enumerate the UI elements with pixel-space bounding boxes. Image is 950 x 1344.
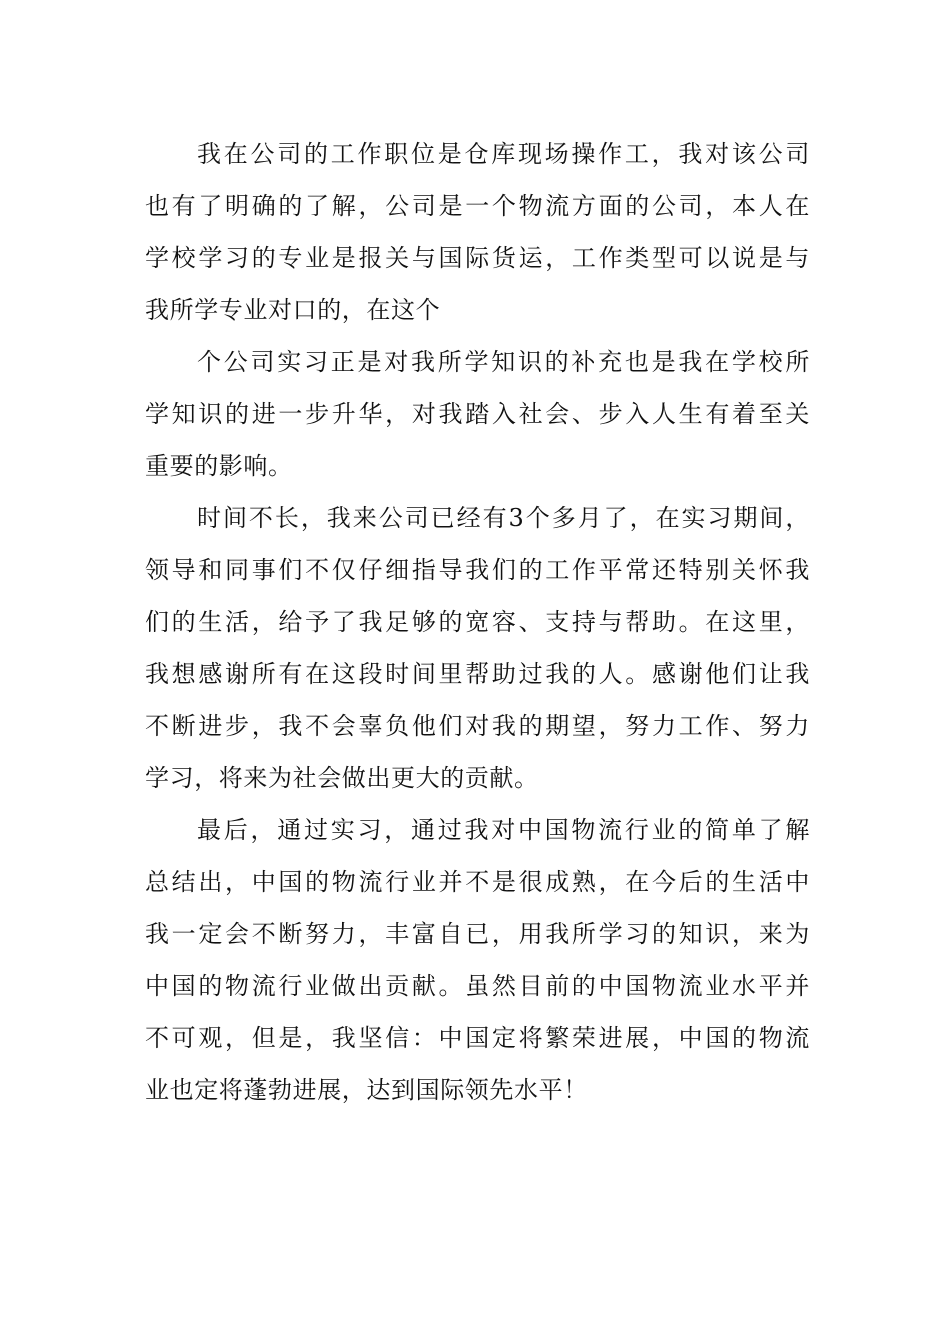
paragraph-line: 学知识的进一步升华，对我踏入社会、步入人生有着至关	[145, 400, 810, 428]
paragraph-line: 我一定会不断努力，丰富自已，用我所学习的知识，来为	[145, 920, 810, 948]
paragraph-line: 中国的物流行业做出贡献。虽然目前的中国物流业水平并	[145, 972, 810, 1000]
paragraph-line: 也有了明确的了解，公司是一个物流方面的公司，本人在	[145, 192, 810, 220]
document-body	[145, 128, 810, 1116]
paragraph-2	[145, 336, 810, 492]
paragraph-line: 时间不长，我来公司已经有3个多月了，在实习期间，	[197, 504, 810, 532]
paragraph-4	[145, 804, 810, 1116]
paragraph-line: 领导和同事们不仅仔细指导我们的工作平常还特别关怀我	[145, 556, 810, 584]
paragraph-1	[145, 128, 810, 336]
paragraph-line: 个公司实习正是对我所学知识的补充也是我在学校所	[197, 348, 810, 376]
paragraph-line: 业也定将蓬勃进展，达到国际领先水平！	[145, 1076, 588, 1104]
paragraph-line: 们的生活，给予了我足够的宽容、支持与帮助。在这里，	[145, 608, 810, 636]
paragraph-3	[145, 492, 810, 804]
paragraph-line: 重要的影响。	[145, 452, 293, 480]
paragraph-line: 总结出，中国的物流行业并不是很成熟，在今后的生活中	[145, 868, 810, 896]
paragraph-line: 不可观，但是，我坚信：中国定将繁荣进展，中国的物流	[145, 1024, 810, 1052]
paragraph-line: 学校学习的专业是报关与国际货运，工作类型可以说是与	[145, 244, 810, 272]
paragraph-line: 我所学专业对口的，在这个	[145, 296, 441, 324]
paragraph-line: 最后，通过实习，通过我对中国物流行业的简单了解	[197, 816, 810, 844]
paragraph-line: 不断进步，我不会辜负他们对我的期望，努力工作、努力	[145, 712, 810, 740]
paragraph-line: 学习，将来为社会做出更大的贡献。	[145, 764, 539, 792]
paragraph-line: 我在公司的工作职位是仓库现场操作工，我对该公司	[197, 140, 810, 168]
paragraph-line: 我想感谢所有在这段时间里帮助过我的人。感谢他们让我	[145, 660, 810, 688]
